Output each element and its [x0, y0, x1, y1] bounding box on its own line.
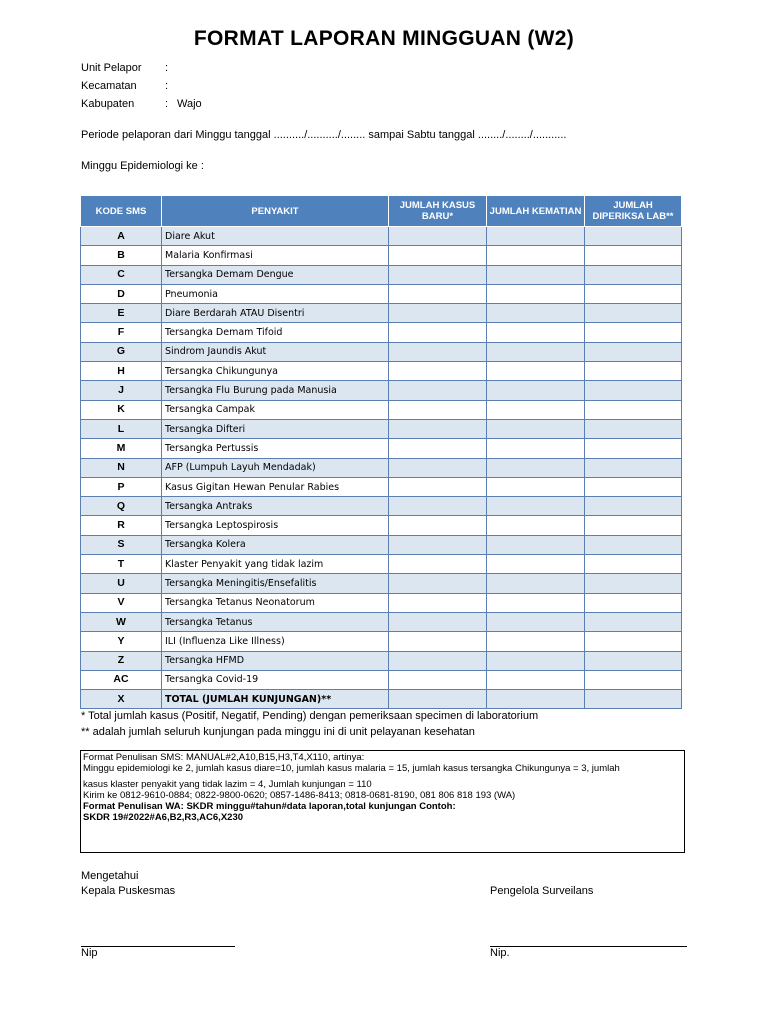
- cell-jumlah-kematian[interactable]: [487, 477, 585, 496]
- table-row: [81, 535, 682, 554]
- row-disease-name: ILI (Influenza Like Illness): [162, 632, 389, 651]
- table-row: [81, 246, 682, 265]
- row-code: J: [81, 381, 162, 400]
- cell-jumlah-diperiksa-lab[interactable]: [585, 555, 682, 574]
- row-disease-name: Pneumonia: [162, 284, 389, 303]
- cell-jumlah-kasus-baru[interactable]: [389, 419, 487, 438]
- row-code: R: [81, 516, 162, 535]
- row-disease-name: Diare Akut: [162, 227, 389, 246]
- cell-jumlah-kematian[interactable]: [487, 439, 585, 458]
- cell-jumlah-kematian[interactable]: [487, 265, 585, 284]
- row-code: P: [81, 477, 162, 496]
- cell-jumlah-kasus-baru[interactable]: [389, 246, 487, 265]
- row-code: B: [81, 246, 162, 265]
- row-disease-name: AFP (Lumpuh Layuh Mendadak): [162, 458, 389, 477]
- table-row: [81, 651, 682, 670]
- cell-jumlah-diperiksa-lab[interactable]: [585, 419, 682, 438]
- row-disease-name: Tersangka Flu Burung pada Manusia: [162, 381, 389, 400]
- row-disease-name: Kasus Gigitan Hewan Penular Rabies: [162, 477, 389, 496]
- row-code: C: [81, 265, 162, 284]
- row-code: D: [81, 284, 162, 303]
- cell-jumlah-diperiksa-lab[interactable]: [585, 227, 682, 246]
- left-nip-label: Nip: [81, 947, 98, 959]
- cell-jumlah-diperiksa-lab[interactable]: [585, 593, 682, 612]
- cell-jumlah-kematian[interactable]: [487, 535, 585, 554]
- cell-jumlah-kasus-baru[interactable]: [389, 477, 487, 496]
- table-row: [81, 323, 682, 342]
- cell-jumlah-kematian[interactable]: [487, 419, 585, 438]
- cell-jumlah-kasus-baru[interactable]: [389, 612, 487, 631]
- row-disease-name: Tersangka Leptospirosis: [162, 516, 389, 535]
- cell-jumlah-kasus-baru[interactable]: [389, 593, 487, 612]
- field-kabupaten: Kabupaten : Wajo: [81, 98, 202, 110]
- cell-jumlah-diperiksa-lab[interactable]: [585, 690, 682, 709]
- cell-jumlah-diperiksa-lab[interactable]: [585, 400, 682, 419]
- cell-jumlah-kematian[interactable]: [487, 497, 585, 516]
- row-code: L: [81, 419, 162, 438]
- row-disease-name: Tersangka Tetanus: [162, 612, 389, 631]
- table-row: [81, 362, 682, 381]
- table-row: [81, 670, 682, 689]
- footnote-single-star: * Total jumlah kasus (Positif, Negatif, Pending) dengan pemeriksaan specimen di laboratorium: [81, 710, 539, 722]
- row-code: Q: [81, 497, 162, 516]
- row-code: X: [81, 690, 162, 709]
- row-code: W: [81, 612, 162, 631]
- table-header-row: [81, 196, 682, 227]
- row-disease-name: Klaster Penyakit yang tidak lazim: [162, 555, 389, 574]
- table-row: [81, 574, 682, 593]
- field-kecamatan: Kecamatan :: [81, 80, 169, 92]
- row-code: A: [81, 227, 162, 246]
- row-disease-name: Tersangka HFMD: [162, 651, 389, 670]
- cell-jumlah-diperiksa-lab[interactable]: [585, 670, 682, 689]
- cell-jumlah-diperiksa-lab[interactable]: [585, 497, 682, 516]
- cell-jumlah-kematian[interactable]: [487, 458, 585, 477]
- cell-jumlah-kasus-baru[interactable]: [389, 516, 487, 535]
- cell-jumlah-kasus-baru[interactable]: [389, 304, 487, 323]
- header-jumlah-diperiksa-lab: JUMLAH DIPERIKSA LAB**: [585, 196, 682, 227]
- sms-format-box: [80, 750, 685, 853]
- cell-jumlah-kematian[interactable]: [487, 632, 585, 651]
- row-code: Z: [81, 651, 162, 670]
- cell-jumlah-kematian[interactable]: [487, 400, 585, 419]
- cell-jumlah-diperiksa-lab[interactable]: [585, 574, 682, 593]
- row-code: U: [81, 574, 162, 593]
- field-label: Kabupaten: [81, 98, 135, 110]
- cell-jumlah-kasus-baru[interactable]: [389, 342, 487, 361]
- table-row: [81, 439, 682, 458]
- cell-jumlah-kematian[interactable]: [487, 516, 585, 535]
- cell-jumlah-kematian[interactable]: [487, 246, 585, 265]
- table-row: [81, 593, 682, 612]
- row-code: G: [81, 342, 162, 361]
- row-code: Y: [81, 632, 162, 651]
- row-disease-name: Tersangka Antraks: [162, 497, 389, 516]
- sms-send-to-line: Kirim ke 0812-9610-0884; 0822-9800-0620; 0857-1486-8413; 0818-0681-8190, 081 806 818 193 (WA): [83, 790, 516, 801]
- row-disease-name: Sindrom Jaundis Akut: [162, 342, 389, 361]
- field-label: Kecamatan: [81, 80, 137, 92]
- cell-jumlah-kasus-baru[interactable]: [389, 362, 487, 381]
- cell-jumlah-diperiksa-lab[interactable]: [585, 323, 682, 342]
- row-disease-name: Tersangka Kolera: [162, 535, 389, 554]
- cell-jumlah-kematian[interactable]: [487, 555, 585, 574]
- right-signature-title: Pengelola Surveilans: [490, 885, 594, 897]
- cell-jumlah-diperiksa-lab[interactable]: [585, 246, 682, 265]
- table-row: [81, 516, 682, 535]
- cell-jumlah-diperiksa-lab[interactable]: [585, 651, 682, 670]
- table-row: [81, 284, 682, 303]
- row-disease-name: Tersangka Tetanus Neonatorum: [162, 593, 389, 612]
- row-disease-name: TOTAL (JUMLAH KUNJUNGAN)**: [162, 690, 389, 709]
- wa-example-line: SKDR 19#2022#A6,B2,R3,AC6,X230: [83, 812, 244, 823]
- cell-jumlah-diperiksa-lab[interactable]: [585, 362, 682, 381]
- cell-jumlah-diperiksa-lab[interactable]: [585, 304, 682, 323]
- table-row: [81, 555, 682, 574]
- cell-jumlah-kematian[interactable]: [487, 690, 585, 709]
- cell-jumlah-diperiksa-lab[interactable]: [585, 381, 682, 400]
- right-nip-label: Nip.: [490, 947, 510, 959]
- footnote-double-star: ** adalah jumlah seluruh kunjungan pada minggu ini di unit pelayanan kesehatan: [81, 726, 475, 738]
- row-code: H: [81, 362, 162, 381]
- period-text: Periode pelaporan dari Minggu tanggal ........../........../........ sampai Sabtu tanggal ......../......../...........: [81, 129, 567, 141]
- row-disease-name: Tersangka Campak: [162, 400, 389, 419]
- cell-jumlah-kasus-baru[interactable]: [389, 632, 487, 651]
- left-signature-line: [81, 946, 235, 947]
- row-disease-name: Tersangka Difteri: [162, 419, 389, 438]
- report-table: [80, 195, 682, 709]
- acknowledge-label: Mengetahui: [81, 870, 139, 882]
- cell-jumlah-kematian[interactable]: [487, 362, 585, 381]
- cell-jumlah-kematian[interactable]: [487, 574, 585, 593]
- cell-jumlah-diperiksa-lab[interactable]: [585, 458, 682, 477]
- cell-jumlah-kasus-baru[interactable]: [389, 651, 487, 670]
- table-row: [81, 342, 682, 361]
- row-code: V: [81, 593, 162, 612]
- row-code: K: [81, 400, 162, 419]
- table-row: [81, 690, 682, 709]
- row-code: E: [81, 304, 162, 323]
- cell-jumlah-diperiksa-lab[interactable]: [585, 535, 682, 554]
- table-row: [81, 477, 682, 496]
- cell-jumlah-kasus-baru[interactable]: [389, 400, 487, 419]
- cell-jumlah-kasus-baru[interactable]: [389, 670, 487, 689]
- cell-jumlah-diperiksa-lab[interactable]: [585, 439, 682, 458]
- table-row: [81, 265, 682, 284]
- cell-jumlah-diperiksa-lab[interactable]: [585, 265, 682, 284]
- row-code: S: [81, 535, 162, 554]
- row-code: N: [81, 458, 162, 477]
- cell-jumlah-kasus-baru[interactable]: [389, 284, 487, 303]
- cell-jumlah-diperiksa-lab[interactable]: [585, 632, 682, 651]
- sms-example-line: Minggu epidemiologi ke 2, jumlah kasus diare=10, jumlah kasus malaria = 15, jumlah kasus tersangka Chikungunya = 3, jumlah: [83, 763, 620, 774]
- cell-jumlah-kasus-baru[interactable]: [389, 555, 487, 574]
- cell-jumlah-kasus-baru[interactable]: [389, 381, 487, 400]
- cell-jumlah-kematian[interactable]: [487, 593, 585, 612]
- row-disease-name: Tersangka Covid-19: [162, 670, 389, 689]
- cell-jumlah-diperiksa-lab[interactable]: [585, 516, 682, 535]
- sms-example-line: kasus klaster penyakit yang tidak lazim = 4, Jumlah kunjungan = 110: [83, 779, 372, 790]
- page-title: FORMAT LAPORAN MINGGUAN (W2): [193, 27, 575, 50]
- table-row: [81, 304, 682, 323]
- right-signature-line: [490, 946, 687, 947]
- cell-jumlah-kasus-baru[interactable]: [389, 535, 487, 554]
- cell-jumlah-kasus-baru[interactable]: [389, 574, 487, 593]
- table-row: [81, 381, 682, 400]
- table-row: [81, 612, 682, 631]
- row-disease-name: Malaria Konfirmasi: [162, 246, 389, 265]
- table-row: [81, 400, 682, 419]
- cell-jumlah-diperiksa-lab[interactable]: [585, 612, 682, 631]
- row-disease-name: Tersangka Pertussis: [162, 439, 389, 458]
- row-disease-name: Tersangka Demam Tifoid: [162, 323, 389, 342]
- cell-jumlah-kematian[interactable]: [487, 651, 585, 670]
- cell-jumlah-kematian[interactable]: [487, 381, 585, 400]
- cell-jumlah-diperiksa-lab[interactable]: [585, 342, 682, 361]
- epi-week-text: Minggu Epidemiologi ke :: [81, 160, 204, 172]
- row-disease-name: Tersangka Demam Dengue: [162, 265, 389, 284]
- wa-format-line: Format Penulisan WA: SKDR minggu#tahun#data laporan,total kunjungan Contoh:: [83, 801, 456, 812]
- row-code: T: [81, 555, 162, 574]
- cell-jumlah-kasus-baru[interactable]: [389, 323, 487, 342]
- table-row: [81, 458, 682, 477]
- row-code: F: [81, 323, 162, 342]
- cell-jumlah-kematian[interactable]: [487, 342, 585, 361]
- row-disease-name: Diare Berdarah ATAU Disentri: [162, 304, 389, 323]
- cell-jumlah-kasus-baru[interactable]: [389, 458, 487, 477]
- cell-jumlah-kasus-baru[interactable]: [389, 690, 487, 709]
- row-disease-name: Tersangka Chikungunya: [162, 362, 389, 381]
- row-code: AC: [81, 670, 162, 689]
- left-signature-title: Kepala Puskesmas: [81, 885, 176, 897]
- header-jumlah-kematian: JUMLAH KEMATIAN: [487, 196, 585, 227]
- cell-jumlah-kasus-baru[interactable]: [389, 497, 487, 516]
- table-row: [81, 632, 682, 651]
- field-unit-pelapor: Unit Pelapor :: [81, 62, 169, 74]
- table-row: [81, 227, 682, 246]
- field-value: Wajo: [177, 98, 202, 110]
- cell-jumlah-diperiksa-lab[interactable]: [585, 284, 682, 303]
- sms-format-line: Format Penulisan SMS: MANUAL#2,A10,B15,H3,T4,X110, artinya:: [83, 752, 365, 763]
- cell-jumlah-kasus-baru[interactable]: [389, 439, 487, 458]
- cell-jumlah-kasus-baru[interactable]: [389, 227, 487, 246]
- row-disease-name: Tersangka Meningitis/Ensefalitis: [162, 574, 389, 593]
- header-penyakit: PENYAKIT: [162, 196, 389, 227]
- row-code: M: [81, 439, 162, 458]
- table-body: [81, 227, 682, 709]
- header-kode-sms: KODE SMS: [81, 196, 162, 227]
- table-row: [81, 419, 682, 438]
- cell-jumlah-diperiksa-lab[interactable]: [585, 477, 682, 496]
- header-jumlah-kasus-baru: JUMLAH KASUS BARU*: [389, 196, 487, 227]
- cell-jumlah-kasus-baru[interactable]: [389, 265, 487, 284]
- cell-jumlah-kematian[interactable]: [487, 323, 585, 342]
- cell-jumlah-kematian[interactable]: [487, 670, 585, 689]
- field-label: Unit Pelapor: [81, 62, 142, 74]
- cell-jumlah-kematian[interactable]: [487, 284, 585, 303]
- cell-jumlah-kematian[interactable]: [487, 227, 585, 246]
- cell-jumlah-kematian[interactable]: [487, 304, 585, 323]
- cell-jumlah-kematian[interactable]: [487, 612, 585, 631]
- table-row: [81, 497, 682, 516]
